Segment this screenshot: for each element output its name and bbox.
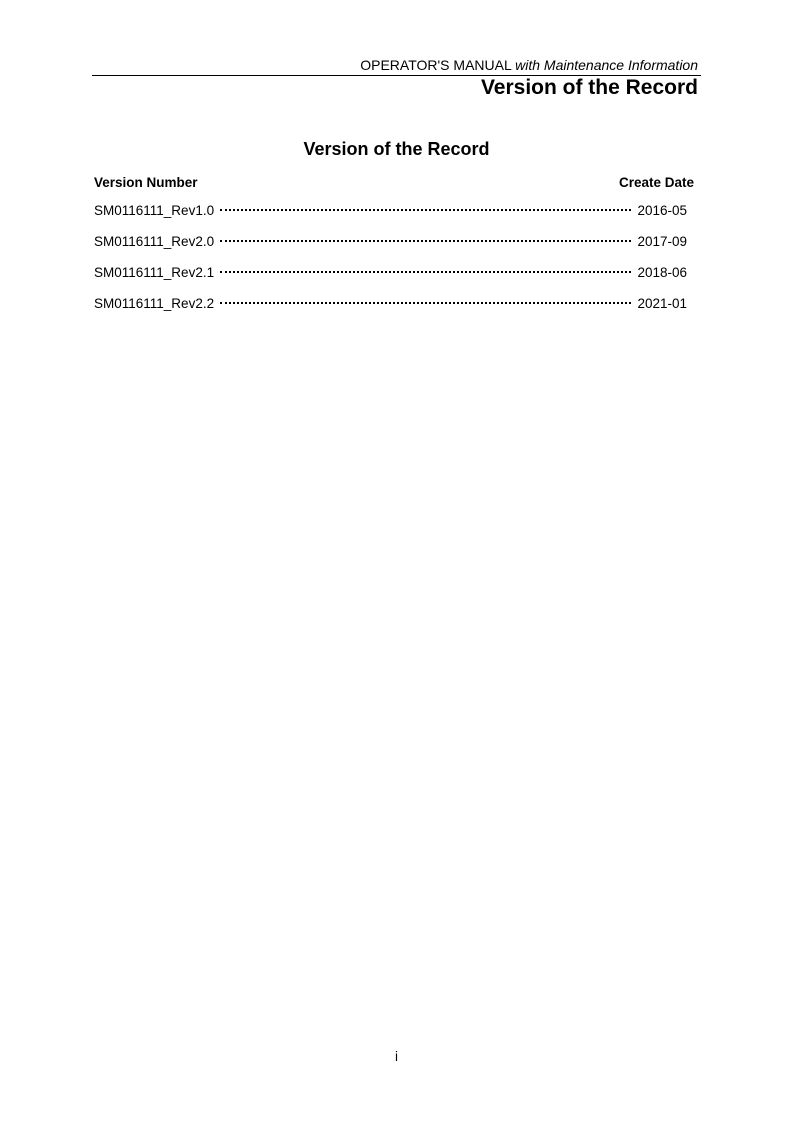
manual-subtitle: with Maintenance Information [515,57,698,73]
record-date: 2018-06 [637,265,687,280]
record-date: 2021-01 [637,296,687,311]
record-row [94,296,687,327]
record-date: 2017-09 [637,234,687,249]
column-header-date: Create Date [618,175,694,190]
dot-leader [220,271,631,273]
version-record-list [94,203,687,327]
record-version: SM0116111_Rev2.0 [94,234,215,249]
record-row [94,265,687,296]
page-number: i [395,1049,398,1064]
manual-title: OPERATOR'S MANUAL [360,57,512,73]
dot-leader [220,209,631,211]
column-header-version: Version Number [94,175,198,190]
dot-leader [220,240,631,242]
record-version: SM0116111_Rev1.0 [94,203,215,218]
dot-leader [220,302,631,304]
running-header [360,57,698,73]
page-title: Version of the Record [303,139,490,159]
record-row [94,203,687,234]
record-row [94,234,687,265]
record-date: 2016-05 [637,203,687,218]
record-version: SM0116111_Rev2.2 [94,296,215,311]
record-version: SM0116111_Rev2.1 [94,265,215,280]
header-section-heading: Version of the Record [480,76,698,99]
